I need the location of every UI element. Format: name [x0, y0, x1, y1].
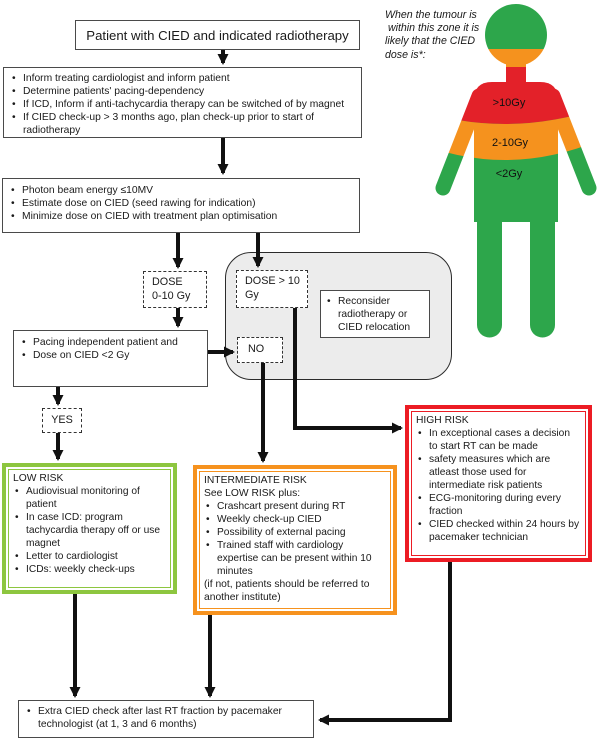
dose-high-line2: Gy [245, 289, 259, 301]
list-item: • CIED checked within 24 hours by pacemaker technician [416, 518, 581, 544]
dose-low-line1: DOSE [152, 276, 183, 288]
list-item: • Inform treating cardiologist and inform patient [10, 72, 359, 85]
low-risk-inner [8, 469, 171, 588]
list-item: • Estimate dose on CIED (seed rawing for indication) [9, 197, 357, 210]
high-risk-node [405, 405, 592, 562]
list-item: • In case ICD: program tachycardia therapy off or use magnet [13, 511, 166, 550]
intermediate-risk-node [193, 465, 397, 615]
zone-mid-label: 2-10Gy [491, 137, 529, 149]
list-item: • Possibility of external pacing [204, 526, 386, 539]
list-item: • Trained staff with cardiology expertise can be present within 10 minutes [204, 539, 386, 578]
list-item: • Dose on CIED <2 Gy [20, 349, 205, 362]
caption-line: dose is*: [385, 48, 426, 61]
low-risk-list [13, 485, 166, 576]
dose-high-line1: DOSE > 10 [245, 275, 300, 287]
figure-zone-high [410, 67, 600, 124]
list-item: • Weekly check-up CIED [204, 513, 386, 526]
list-item: • Letter to cardiologist [13, 550, 166, 563]
intermediate-risk-subtitle: See LOW RISK plus: [204, 488, 301, 499]
list-item: • Audiovisual monitoring of patient [13, 485, 166, 511]
high-risk-list [416, 427, 581, 544]
list-item: • Pacing independent patient and [20, 336, 205, 349]
list-item: • Determine patients' pacing-dependency [10, 85, 359, 98]
list-item: • ECG-monitoring during every fraction [416, 492, 581, 518]
low-risk-node [2, 463, 177, 594]
zone-high-label: >10Gy [492, 97, 526, 109]
start-label: Patient with CIED and indicated radiotherapy [86, 27, 349, 43]
intermediate-risk-title: INTERMEDIATE RISK [204, 475, 307, 486]
list-item: • Minimize dose on CIED with treatment plan optimisation [9, 210, 357, 223]
caption-line: When the tumour is [385, 9, 477, 21]
intermediate-risk-note: (if not, patients should be referred to another institute) [204, 579, 370, 603]
list-item: • In exceptional cases a decision to start RT can be made [416, 427, 581, 453]
list-item: • Crashcart present during RT [204, 500, 386, 513]
plan-node [2, 178, 360, 233]
pacing-list [20, 336, 205, 362]
inform-node [3, 67, 362, 138]
list-item: • Reconsider radiotherapy or CIED relocation [325, 295, 427, 334]
figure-caption [385, 9, 497, 62]
intermediate-risk-inner [199, 471, 391, 609]
list-item: • If ICD, Inform if anti-tachycardia therapy can be switched of by magnet [10, 98, 359, 111]
final-node [18, 700, 314, 738]
pacing-node [13, 330, 208, 387]
list-item: • Extra CIED check after last RT fraction by pacemaker technologist (at 1, 3 and 6 months) [25, 705, 309, 731]
high-risk-title: HIGH RISK [416, 415, 469, 426]
low-risk-title: LOW RISK [13, 473, 64, 484]
dose-high-node [236, 270, 308, 308]
final-list [25, 705, 309, 731]
list-item: • safety measures which are atleast those used for intermediate risk patients [416, 453, 581, 492]
start-node [75, 20, 360, 50]
yes-node: YES [42, 408, 82, 433]
dose-low-line2: 0-10 Gy [152, 290, 191, 302]
caption-line: likely that the CIED [385, 35, 476, 48]
list-item: • ICDs: weekly check-ups [13, 563, 166, 576]
high-risk-inner [411, 411, 586, 556]
zone-low-label: <2Gy [495, 168, 523, 180]
caption-line: within this zone it is [385, 22, 480, 35]
no-node: NO [237, 337, 283, 363]
list-item: • If CIED check-up > 3 months ago, plan check-up prior to start of radiotherapy [10, 111, 359, 137]
dose-low-node [143, 271, 207, 308]
inform-list [10, 72, 359, 137]
plan-list [9, 184, 357, 223]
intermediate-risk-list [204, 500, 386, 578]
list-item: • Photon beam energy ≤10MV [9, 184, 357, 197]
